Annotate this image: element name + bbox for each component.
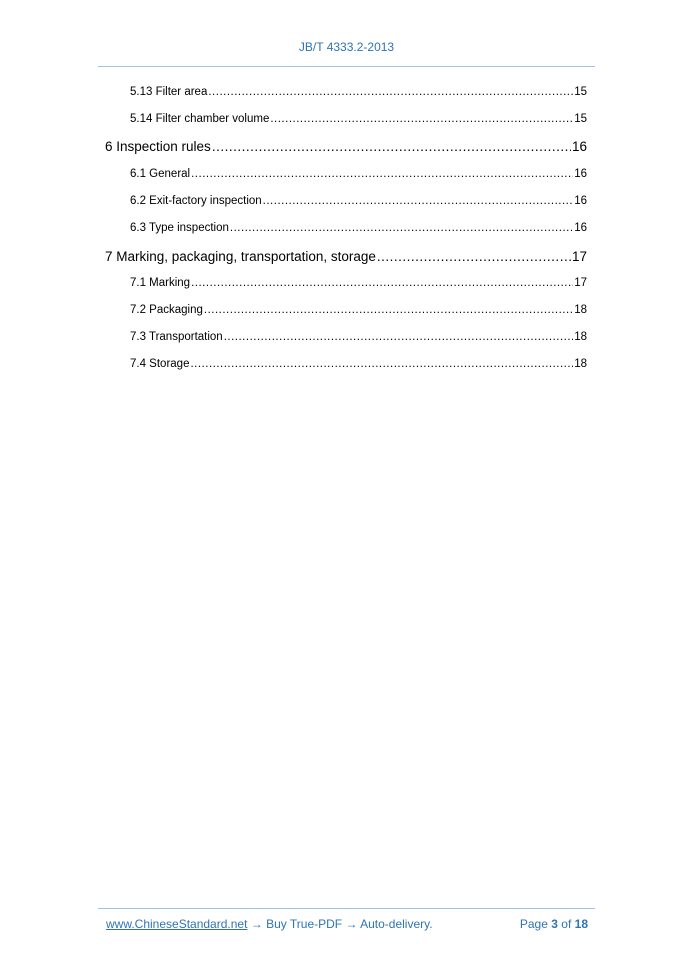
toc-leader-dots	[191, 168, 573, 180]
toc-entry-page: 18	[574, 304, 587, 316]
toc-entry-label: 6.1 General	[130, 168, 191, 180]
footer-promo	[106, 917, 433, 931]
toc-entry-5-13[interactable]	[130, 86, 587, 104]
toc-leader-dots	[212, 139, 571, 154]
page-of-label: of	[561, 917, 572, 931]
website-link[interactable]: www.ChineseStandard.net	[106, 917, 248, 931]
toc-entry-label: 7.4 Storage	[130, 358, 190, 370]
footer-tagline: → Buy True-PDF → Auto-delivery.	[247, 917, 433, 931]
toc-leader-dots	[191, 277, 573, 289]
header-divider	[98, 66, 595, 67]
toc-entry-page: 18	[574, 358, 587, 370]
toc-leader-dots	[270, 113, 573, 125]
toc-entry-page: 16	[574, 168, 587, 180]
page-indicator	[520, 917, 588, 931]
toc-entry-label: 6.3 Type inspection	[130, 222, 229, 234]
footer-divider	[98, 908, 595, 909]
toc-entry-page: 17	[574, 277, 587, 289]
toc-entry-label: 6.2 Exit-factory inspection	[130, 195, 262, 207]
toc-leader-dots	[224, 331, 574, 343]
page-current: 3	[551, 917, 558, 931]
toc-entry-6-1[interactable]	[130, 168, 587, 186]
document-code-header: JB/T 4333.2-2013	[298, 40, 395, 54]
toc-leader-dots	[230, 222, 573, 234]
toc-entry-page: 16	[574, 222, 587, 234]
toc-entry-page: 15	[574, 113, 587, 125]
toc-entry-6-3[interactable]	[130, 222, 587, 240]
toc-entry-5-14[interactable]	[130, 113, 587, 131]
toc-entry-label: 7 Marking, packaging, transportation, storage	[105, 249, 376, 264]
toc-leader-dots	[190, 358, 573, 370]
toc-entry-7-4[interactable]	[130, 358, 587, 376]
toc-entry-page: 16	[571, 139, 587, 154]
toc-entry-label: 5.14 Filter chamber volume	[130, 113, 270, 125]
toc-entry-6-2[interactable]	[130, 195, 587, 213]
toc-leader-dots	[204, 304, 573, 316]
toc-entry-label: 7.2 Packaging	[130, 304, 203, 316]
toc-leader-dots	[377, 249, 571, 264]
page-label: Page	[519, 917, 548, 931]
toc-leader-dots	[263, 195, 574, 207]
toc-entry-7[interactable]	[105, 249, 587, 269]
toc-entry-label: 6 Inspection rules	[105, 139, 211, 154]
toc-entry-label: 5.13 Filter area	[130, 86, 208, 98]
toc-entry-6[interactable]	[105, 139, 587, 159]
toc-entry-7-1[interactable]	[130, 277, 587, 295]
toc-entry-7-2[interactable]	[130, 304, 587, 322]
toc-leader-dots	[208, 86, 573, 98]
toc-entry-page: 18	[574, 331, 587, 343]
toc-entry-page: 16	[574, 195, 587, 207]
toc-entry-page: 15	[574, 86, 587, 98]
toc-entry-label: 7.3 Transportation	[130, 331, 223, 343]
page-footer	[106, 917, 588, 931]
page-total: 18	[574, 917, 588, 931]
toc-entry-page: 17	[571, 249, 587, 264]
toc-entry-label: 7.1 Marking	[130, 277, 191, 289]
toc-entry-7-3[interactable]	[130, 331, 587, 349]
